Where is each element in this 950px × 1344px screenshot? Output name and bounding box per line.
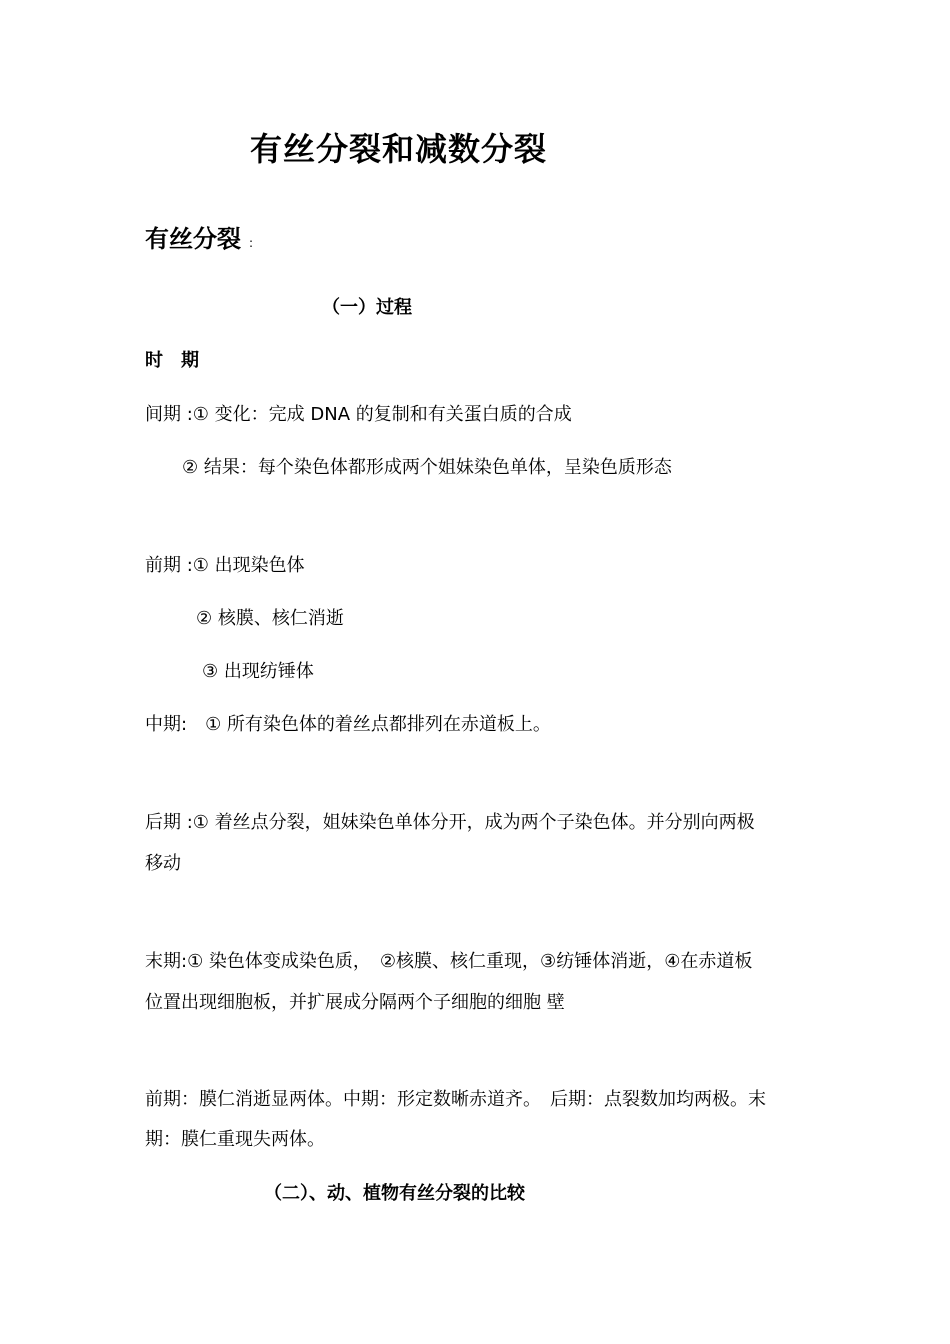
anaphase-line-1: 后期 :① 着丝点分裂，姐妹染色单体分开，成为两个子染色体。并分别向两极 (145, 812, 755, 833)
period-label: 时 期 (145, 350, 199, 371)
interphase-line-2: ② 结果：每个染色体都形成两个姐妹染色单体，呈染色质形态 (182, 457, 672, 478)
section-heading-colon: : (249, 236, 254, 250)
telophase-line-2: 位置出现细胞板，并扩展成分隔两个子细胞的细胞 壁 (145, 992, 565, 1013)
prophase-line-1: 前期 :① 出现染色体 (145, 555, 305, 576)
anaphase-line-2: 移动 (145, 853, 181, 874)
subsection-comparison-heading: （二）、动、植物有丝分裂的比较 (264, 1183, 525, 1204)
subsection-process-heading: （一）过程 (322, 297, 412, 318)
section-heading-text: 有丝分裂 (145, 225, 241, 253)
mnemonic-line-2: 期：膜仁重现失两体。 (145, 1129, 325, 1150)
telophase-line-1: 末期:① 染色体变成染色质， ②核膜、核仁重现，③纺锤体消逝，④在赤道板 (145, 951, 753, 972)
section-heading (145, 224, 253, 258)
prophase-line-3: ③ 出现纺锤体 (202, 661, 314, 682)
mnemonic-line-1: 前期：膜仁消逝显两体。中期：形定数晰赤道齐。 后期：点裂数加均两极。末 (145, 1089, 766, 1110)
interphase-line-1: 间期 :① 变化：完成 DNA 的复制和有关蛋白质的合成 (145, 404, 572, 425)
metaphase-line: 中期: ① 所有染色体的着丝点都排列在赤道板上。 (145, 714, 551, 735)
page-title: 有丝分裂和减数分裂 (250, 130, 548, 168)
prophase-line-2: ② 核膜、核仁消逝 (196, 608, 344, 629)
